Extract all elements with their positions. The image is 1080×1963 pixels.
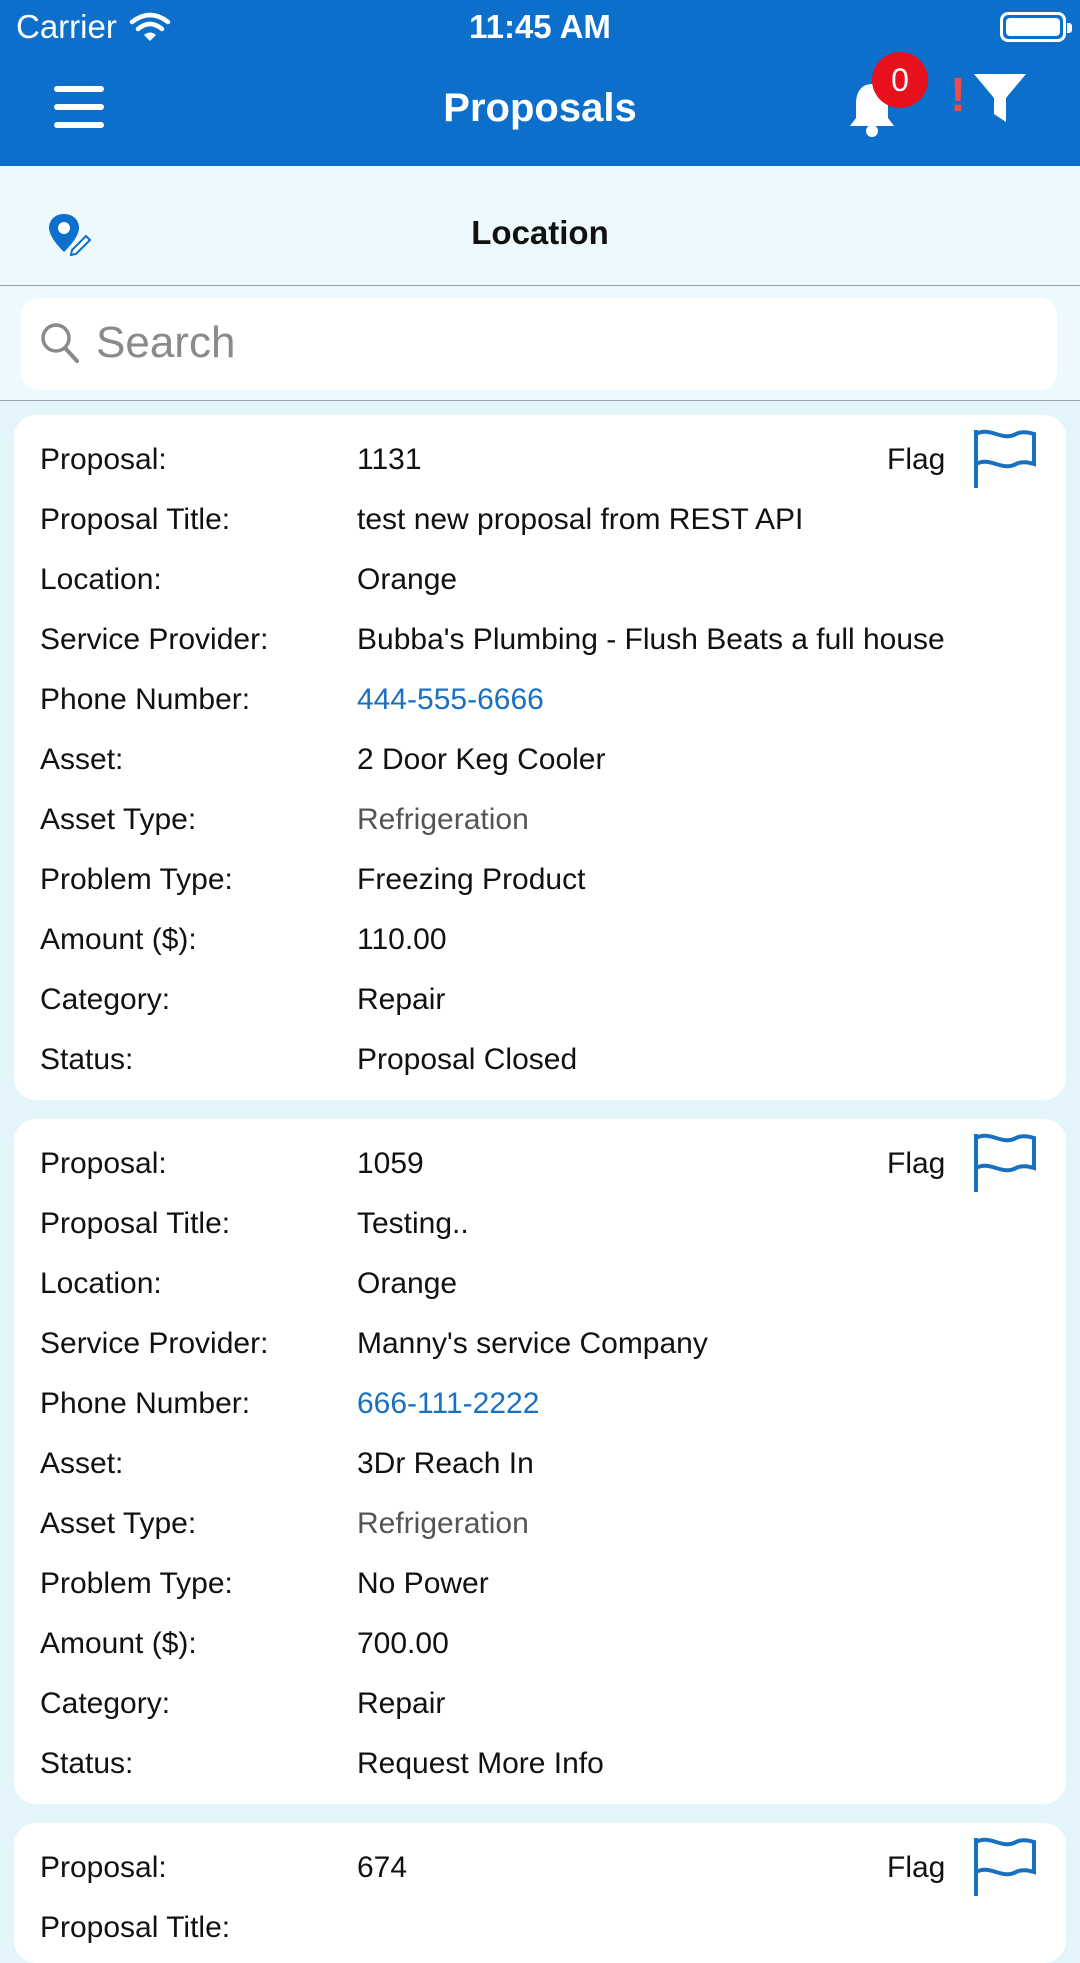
asset-type-row [40, 795, 1040, 845]
proposal-number: 1059 [357, 1147, 424, 1180]
field-label: Phone Number: [40, 1387, 251, 1420]
problem-type-row [40, 1559, 1040, 1609]
problem-type-row [40, 855, 1040, 905]
carrier-label: Carrier [16, 8, 117, 45]
status-value: Request More Info [357, 1747, 604, 1780]
proposal-title-row [40, 495, 1040, 545]
field-label: Proposal: [40, 1147, 167, 1180]
field-label: Status: [40, 1747, 134, 1780]
field-label: Amount ($): [40, 1627, 197, 1660]
status-row [40, 1739, 1040, 1789]
phone-number-row [40, 1379, 1040, 1429]
status-bar [0, 0, 1080, 56]
field-label: Location: [40, 563, 162, 596]
field-label: Phone Number: [40, 683, 251, 716]
field-label: Amount ($): [40, 923, 197, 956]
flag-icon[interactable] [972, 1132, 1038, 1194]
phone-number-link[interactable]: 444-555-6666 [357, 683, 544, 716]
field-label: Asset Type: [40, 803, 197, 836]
flag-label[interactable]: Flag [887, 443, 946, 476]
proposal-card[interactable] [14, 415, 1066, 1100]
proposal-title: Testing.. [357, 1207, 469, 1240]
status-time: 11:45 AM [469, 8, 611, 45]
search-icon [40, 322, 80, 364]
category-value: Repair [357, 983, 446, 1016]
asset-type-value: Refrigeration [357, 803, 529, 836]
problem-type-value: No Power [357, 1567, 489, 1600]
field-label: Proposal: [40, 1851, 167, 1884]
asset-value: 3Dr Reach In [357, 1447, 534, 1480]
flag-label[interactable]: Flag [887, 1147, 946, 1180]
phone-number-link[interactable]: 666-111-2222 [357, 1387, 540, 1420]
flag-icon[interactable] [972, 428, 1038, 490]
status-row [40, 1035, 1040, 1085]
field-label: Problem Type: [40, 1567, 233, 1600]
field-label: Proposal Title: [40, 1911, 231, 1944]
battery-icon [1000, 12, 1066, 42]
asset-row [40, 1439, 1040, 1489]
service-provider-value: Manny's service Company [357, 1327, 708, 1360]
location-row [40, 1259, 1040, 1309]
amount-row [40, 1619, 1040, 1669]
field-label: Asset: [40, 743, 124, 776]
field-label: Asset: [40, 1447, 124, 1480]
filter-alert-indicator: ! [950, 69, 966, 122]
location-value: Orange [357, 563, 458, 596]
proposal-title-row [40, 1199, 1040, 1249]
proposal-title: test new proposal from REST API [357, 503, 804, 536]
amount-row [40, 915, 1040, 965]
category-row [40, 975, 1040, 1025]
field-label: Location: [40, 1267, 162, 1300]
asset-type-row [40, 1499, 1040, 1549]
service-provider-row [40, 615, 1040, 665]
asset-row [40, 735, 1040, 785]
field-label: Service Provider: [40, 623, 269, 656]
amount-value: 700.00 [357, 1627, 449, 1660]
proposal-title-row [40, 1903, 1040, 1953]
proposal-card[interactable] [14, 1119, 1066, 1804]
amount-value: 110.00 [357, 923, 447, 956]
phone-number-row [40, 675, 1040, 725]
field-label: Asset Type: [40, 1507, 197, 1540]
field-label: Problem Type: [40, 863, 233, 896]
service-provider-value: Bubba's Plumbing - Flush Beats a full house [357, 623, 945, 656]
category-row [40, 1679, 1040, 1729]
category-value: Repair [357, 1687, 446, 1720]
asset-value: 2 Door Keg Cooler [357, 743, 606, 776]
notification-badge[interactable]: 0 [872, 52, 928, 108]
location-value: Orange [357, 1267, 458, 1300]
flag-icon[interactable] [972, 1836, 1038, 1898]
filter-icon[interactable] [972, 72, 1028, 124]
field-label: Proposal Title: [40, 1207, 231, 1240]
proposal-number: 674 [357, 1851, 408, 1884]
field-label: Proposal Title: [40, 503, 231, 536]
field-label: Service Provider: [40, 1327, 269, 1360]
status-value: Proposal Closed [357, 1043, 578, 1076]
location-row [40, 555, 1040, 605]
location-label[interactable]: Location [471, 214, 609, 251]
navigation-header [0, 0, 1080, 166]
flag-label[interactable]: Flag [887, 1851, 946, 1884]
field-label: Category: [40, 1687, 171, 1720]
proposal-number: 1131 [357, 443, 422, 476]
field-label: Status: [40, 1043, 134, 1076]
field-label: Proposal: [40, 443, 167, 476]
search-input[interactable] [96, 310, 1036, 376]
asset-type-value: Refrigeration [357, 1507, 529, 1540]
page-title: Proposals [443, 86, 637, 130]
problem-type-value: Freezing Product [357, 863, 586, 896]
service-provider-row [40, 1319, 1040, 1369]
field-label: Category: [40, 983, 171, 1016]
proposal-card[interactable] [14, 1823, 1066, 1963]
